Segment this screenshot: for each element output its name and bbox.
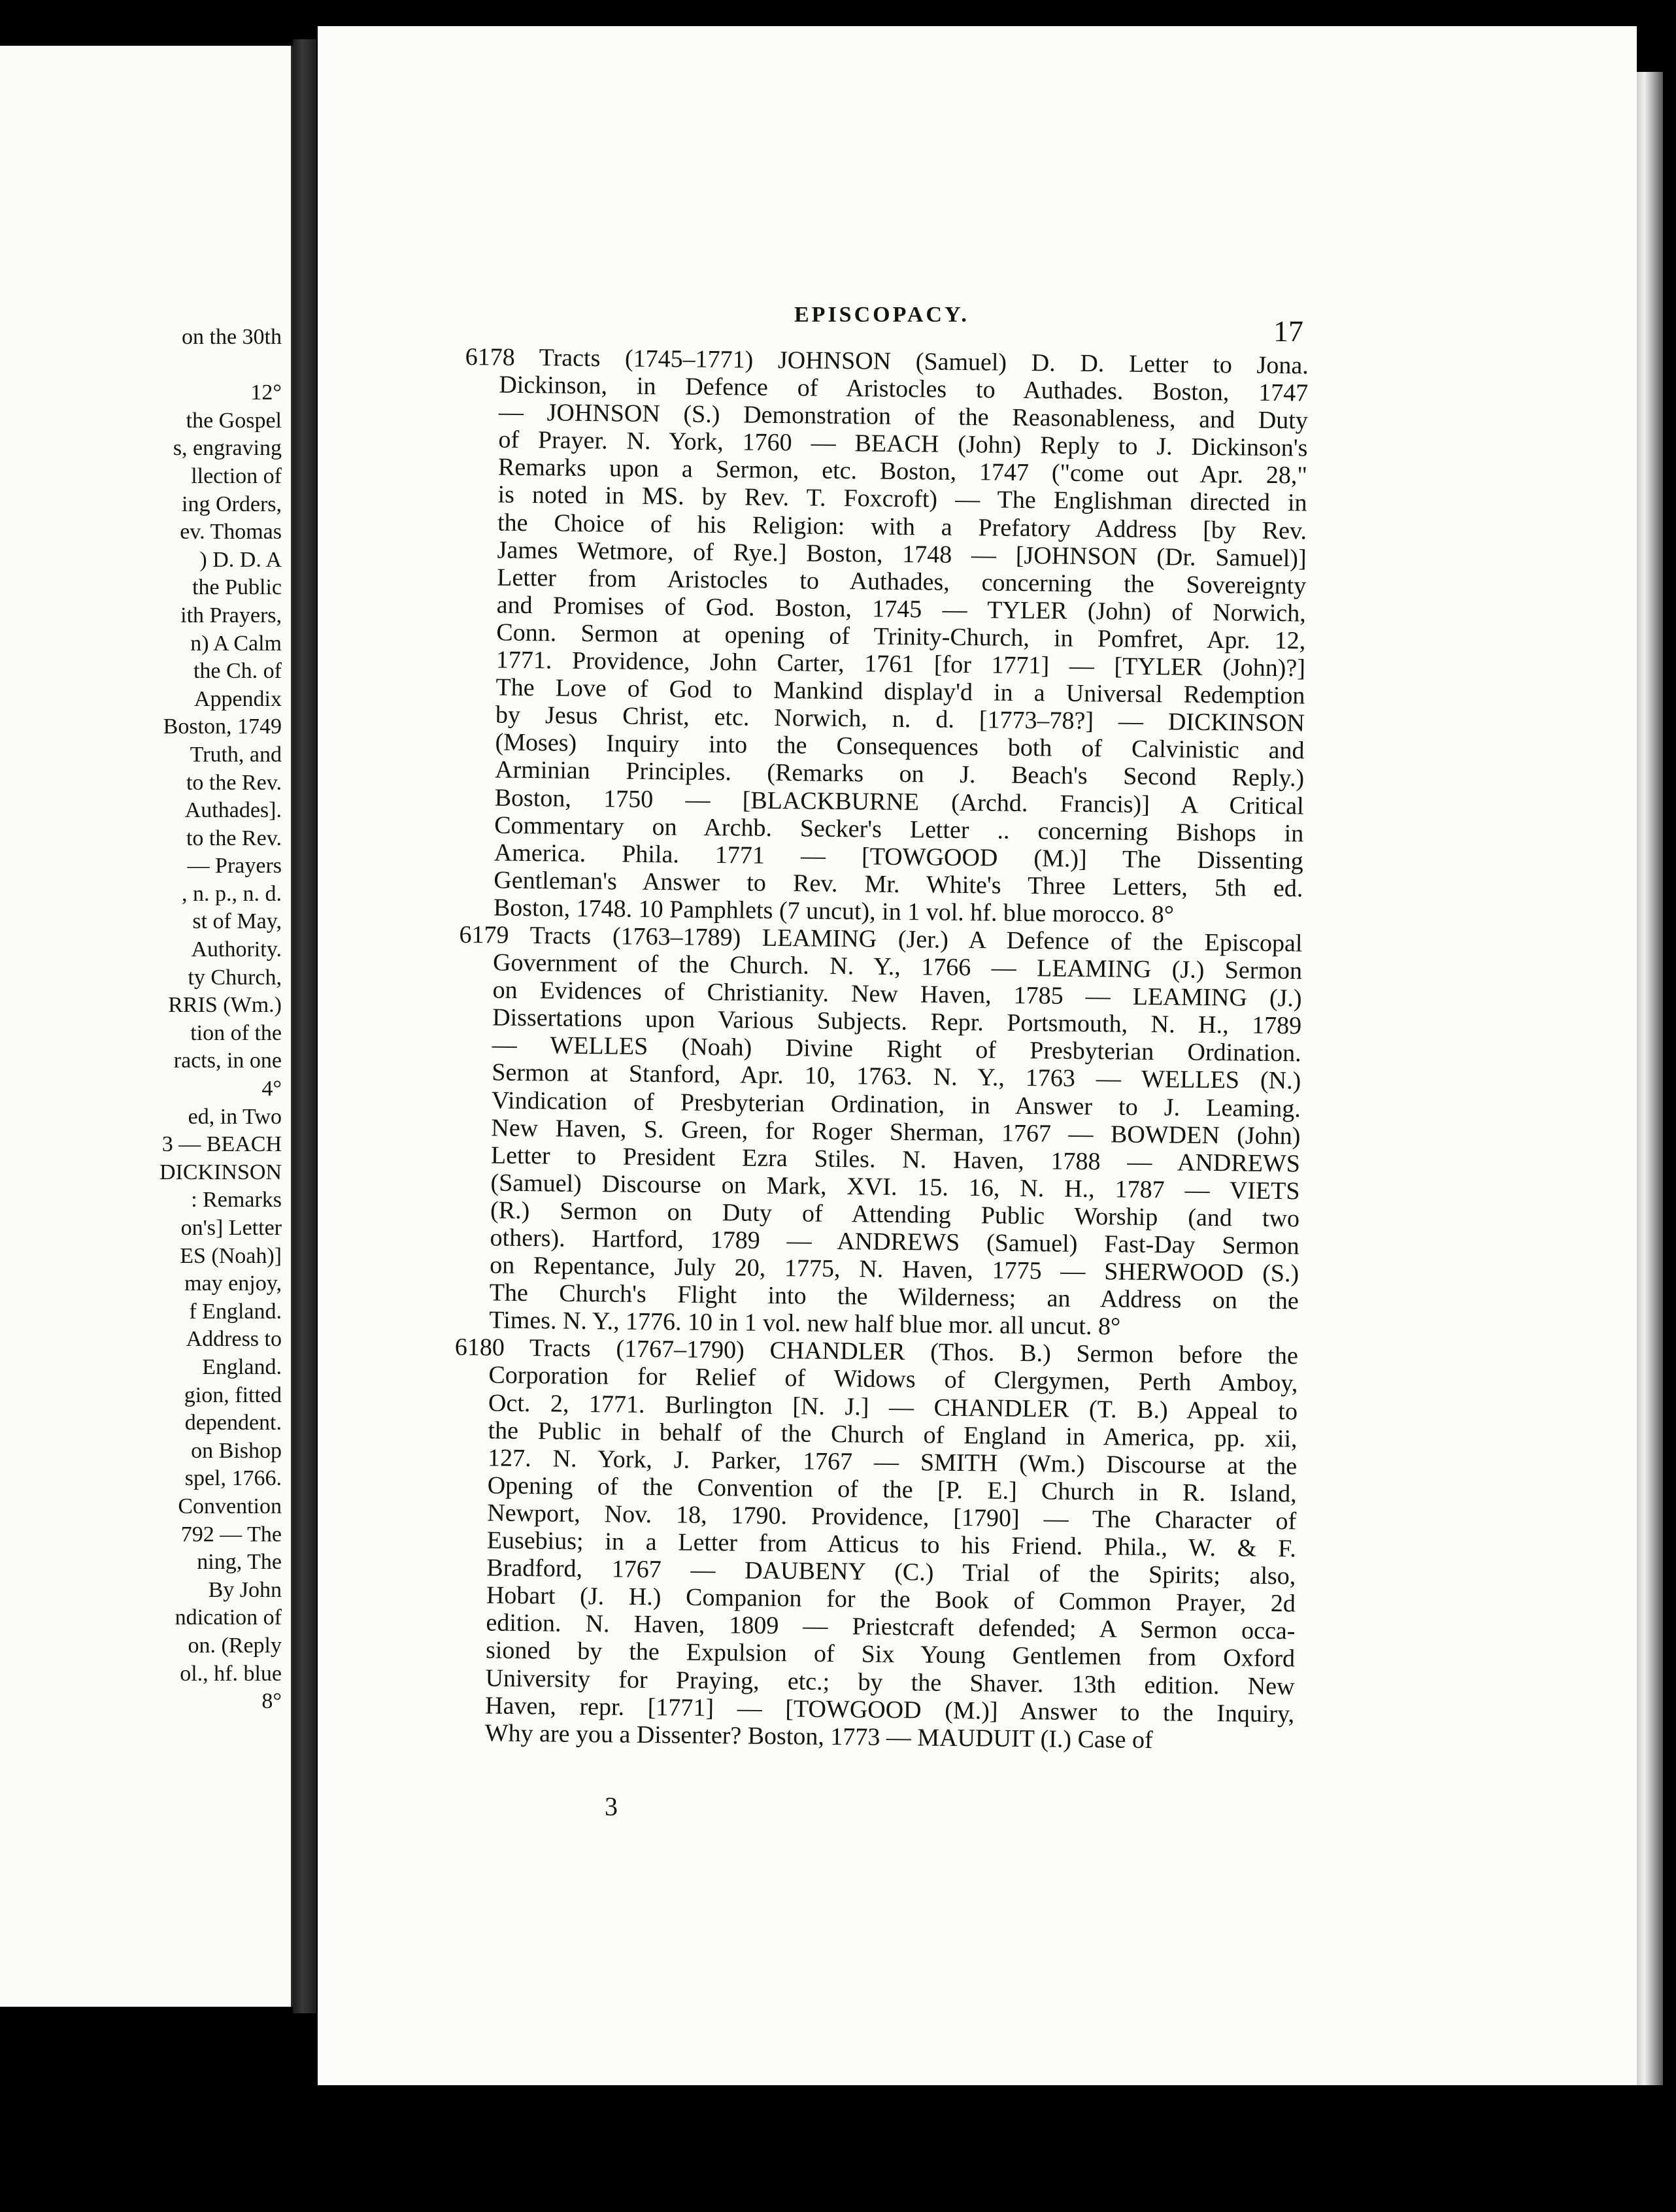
entry-line: Oct. 2, 1771. Burlington [N. J.] — CHANDLER (T. B.) Appeal to — [488, 1389, 1298, 1425]
entry-line: 127. N. York, J. Parker, 1767 — SMITH (Wm.) Discourse at the — [487, 1444, 1298, 1481]
catalogue-entry — [455, 921, 1303, 1343]
entry-line: the Public in behalf of the Church of England in America, pp. xii, — [488, 1416, 1298, 1453]
entry-line: — WELLES (Noah) Divine Right of Presbyterian Ordination. — [492, 1031, 1301, 1067]
left-page-line: tion of the — [190, 1020, 282, 1045]
left-page-line: ol., hf. blue — [180, 1661, 282, 1686]
entry-line: sioned by the Expulsion of Six Young Gentlemen from Oxford — [485, 1636, 1296, 1673]
entry-line: The Love of God to Mankind display'd in a Universal Redemption — [495, 673, 1305, 710]
left-page-line: ev. Thomas — [180, 520, 282, 545]
entry-line: of Prayer. N. York, 1760 — BEACH (John) Reply to J. Dickinson's — [498, 426, 1308, 462]
entry-heading-line: 6178 Tracts (1745–1771) JOHNSON (Samuel) D. D. Letter to Jona. — [465, 343, 1309, 380]
entry-line: Remarks upon a Sermon, etc. Boston, 1747 ("come out Apr. 28," — [497, 453, 1308, 490]
left-page-line: gion, fitted — [184, 1382, 282, 1407]
book-gutter — [293, 39, 316, 2013]
left-page-line: on Bishop — [191, 1438, 282, 1463]
entry-line: America. Phila. 1771 — [TOWGOOD (M.)] The Dissenting — [494, 839, 1303, 875]
entry-line: Sermon at Stanford, Apr. 10, 1763. N. Y., 1763 — WELLES (N.) — [492, 1058, 1301, 1095]
entry-line: on Repentance, July 20, 1775, N. Haven, 1775 — SHERWOOD (S.) — [490, 1251, 1299, 1288]
left-page-line: ) D. D. A — [199, 547, 282, 572]
entry-line: by Jesus Christ, etc. Norwich, n. d. [1773–78?] — DICKINSON — [495, 701, 1305, 737]
left-page-line: the Ch. of — [193, 659, 282, 684]
entry-line: Hobart (J. H.) Companion for the Book of Common Prayer, 2d — [486, 1581, 1296, 1618]
entry-line: Eusebius; in a Letter from Atticus to his Friend. Phila., W. & F. — [486, 1526, 1296, 1563]
entry-line: Bradford, 1767 — DAUBENY (C.) Trial of the Spirits; also, — [486, 1554, 1296, 1590]
left-page-line: Appendix — [193, 686, 282, 711]
left-page-line: ning, The — [197, 1550, 282, 1575]
left-page-line: on's] Letter — [180, 1216, 282, 1240]
left-page-line: may enjoy, — [184, 1271, 282, 1296]
left-page-line: ith Prayers, — [180, 603, 282, 628]
left-page-line: 3 — BEACH — [161, 1132, 282, 1157]
left-page-line: ing Orders, — [182, 492, 282, 516]
left-page-line: DICKINSON — [159, 1160, 282, 1184]
page-number: 17 — [1273, 314, 1303, 348]
entry-heading-line: 6180 Tracts (1767–1790) CHANDLER (Thos. B.) Sermon before the — [454, 1333, 1299, 1370]
catalogue-entry — [460, 343, 1309, 930]
left-page-line: — Prayers — [187, 854, 282, 879]
left-page-line: 792 — The — [180, 1522, 282, 1547]
entry-line: Dissertations upon Various Subjects. Repr. Portsmouth, N. H., 1789 — [492, 1003, 1302, 1040]
entry-line: Conn. Sermon at opening of Trinity-Church, in Pomfret, Apr. 12, — [496, 618, 1306, 655]
left-page-line: By John — [208, 1577, 282, 1602]
entry-line: edition. N. Haven, 1809 — Priestcraft defended; A Sermon occa- — [486, 1609, 1296, 1645]
entry-line: (Moses) Inquiry into the Consequences both of Calvinistic and — [495, 728, 1305, 765]
left-page-line: s, engraving — [173, 436, 282, 461]
left-page-line: Boston, 1749 — [163, 714, 282, 739]
entry-line: Commentary on Archb. Secker's Letter .. concerning Bishops in — [494, 811, 1304, 848]
entry-line: Opening of the Convention of the [P. E.] Church in R. Island, — [487, 1471, 1297, 1508]
left-page-line: to the Rev. — [186, 770, 282, 795]
entry-line: (R.) Sermon on Duty of Attending Public Worship (and two — [490, 1196, 1300, 1233]
left-page-line: ES (Noah)] — [180, 1243, 282, 1268]
left-page-line: Convention — [178, 1494, 282, 1518]
entry-line: 1771. Providence, John Carter, 1761 [for 1771] — [TYLER (John)?] — [495, 646, 1306, 682]
running-head: EPISCOPACY. — [794, 303, 969, 327]
catalogue-entry — [451, 1333, 1299, 1755]
left-page-line: on. (Reply — [188, 1633, 282, 1658]
left-page-line: llection of — [191, 463, 282, 488]
left-page-line — [159, 352, 282, 380]
entry-line: James Wetmore, of Rye.] Boston, 1748 — [JOHNSON (Dr. Samuel)] — [497, 536, 1307, 573]
entry-line: Letter to President Ezra Stiles. N. Haven, 1788 — ANDREWS — [490, 1141, 1301, 1178]
entry-line: Haven, repr. [1771] — [TOWGOOD (M.)] Answer to the Inquiry, — [484, 1692, 1295, 1728]
left-page-line: RRIS (Wm.) — [168, 993, 282, 1018]
left-page-line: 8° — [261, 1689, 282, 1714]
entry-heading-line: 6179 Tracts (1763–1789) LEAMING (Jer.) A Defence of the Episcopal — [459, 920, 1303, 958]
left-page-line: st of May, — [192, 909, 282, 934]
entry-line: is noted in MS. by Rev. T. Foxcroft) — The Englishman directed in — [497, 481, 1307, 517]
left-page-line: n) A Calm — [190, 631, 282, 656]
entry-line: Newport, Nov. 18, 1790. Providence, [1790] — The Character of — [487, 1499, 1297, 1535]
left-page-line: England. — [202, 1354, 282, 1379]
entry-line: Vindication of Presbyterian Ordination, in Answer to J. Leaming. — [491, 1086, 1301, 1122]
entry-line: the Choice of his Religion: with a Prefatory Address [by Rev. — [497, 509, 1307, 545]
entry-line: others). Hartford, 1789 — ANDREWS (Samuel) Fast-Day Sermon — [490, 1224, 1299, 1260]
entry-line: and Promises of God. Boston, 1745 — TYLER (John) of Norwich, — [496, 591, 1306, 628]
catalogue-entries — [451, 343, 1309, 1755]
left-page-line: , n. p., n. d. — [182, 881, 282, 906]
entry-line: New Haven, S. Green, for Roger Sherman, 1767 — BOWDEN (John) — [491, 1114, 1301, 1150]
entry-line: Boston, 1750 — [BLACKBURNE (Archd. Francis)] A Critical — [494, 784, 1304, 820]
page-edge — [1637, 72, 1663, 2085]
left-page-line: ed, in Two — [188, 1104, 282, 1129]
left-page-line: f England. — [189, 1299, 282, 1324]
facing-left-page — [0, 46, 293, 2007]
left-page-line: ty Church, — [188, 965, 282, 990]
left-page-line: ndication of — [175, 1605, 282, 1630]
entry-line: Dickinson, in Defence of Aristocles to Authades. Boston, 1747 — [499, 371, 1309, 407]
entry-line: Boston, 1748. 10 Pamphlets (7 uncut), in 1 vol. hf. blue morocco. 8° — [493, 894, 1175, 929]
left-page-line: : Remarks — [191, 1188, 282, 1213]
left-page-line: dependent. — [184, 1411, 282, 1435]
entry-line: Government of the Church. N. Y., 1766 — LEAMING (J.) Sermon — [492, 948, 1303, 985]
left-page-line: on the 30th — [182, 325, 282, 349]
left-page-line: Truth, and — [190, 742, 282, 767]
left-page-text-fragments — [159, 324, 282, 1716]
entry-line: Arminian Principles. (Remarks on J. Beach's Second Reply.) — [494, 756, 1305, 792]
entry-line: Gentleman's Answer to Rev. Mr. White's Three Letters, 5th ed. — [494, 866, 1303, 903]
entry-line: Corporation for Relief of Widows of Clergymen, Perth Amboy, — [488, 1361, 1298, 1398]
left-page-line: 12° — [250, 380, 282, 405]
signature-mark: 3 — [605, 1792, 618, 1821]
entry-line: Times. N. Y., 1776. 10 in 1 vol. new half blue mor. all uncut. 8° — [489, 1306, 1121, 1341]
left-page-line: the Public — [192, 575, 282, 600]
left-page-line: Address to — [186, 1327, 282, 1352]
entry-line: — JOHNSON (S.) Demonstration of the Reasonableness, and Duty — [498, 398, 1309, 435]
entry-line: The Church's Flight into the Wilderness; an Address on the — [489, 1279, 1299, 1315]
entry-line: University for Praying, etc.; by the Shaver. 13th edition. New — [485, 1664, 1295, 1700]
left-page-line: Authority. — [191, 937, 282, 962]
entry-line: Why are you a Dissenter? Boston, 1773 — MAUDUIT (I.) Case of — [484, 1719, 1153, 1754]
entry-line: Letter from Aristocles to Authades, concerning the Sovereignty — [497, 563, 1307, 600]
left-page-line: to the Rev. — [186, 826, 282, 850]
entry-line: on Evidences of Christianity. New Haven, 1785 — LEAMING (J.) — [492, 976, 1302, 1013]
entry-line: (Samuel) Discourse on Mark, XVI. 15. 16, N. H., 1787 — VIETS — [490, 1169, 1300, 1205]
left-page-line: Authades]. — [184, 798, 282, 823]
left-page-line: the Gospel — [186, 408, 282, 433]
left-page-line: spel, 1766. — [184, 1466, 282, 1491]
left-page-line: 4° — [261, 1077, 282, 1101]
left-page-line: racts, in one — [173, 1048, 282, 1073]
